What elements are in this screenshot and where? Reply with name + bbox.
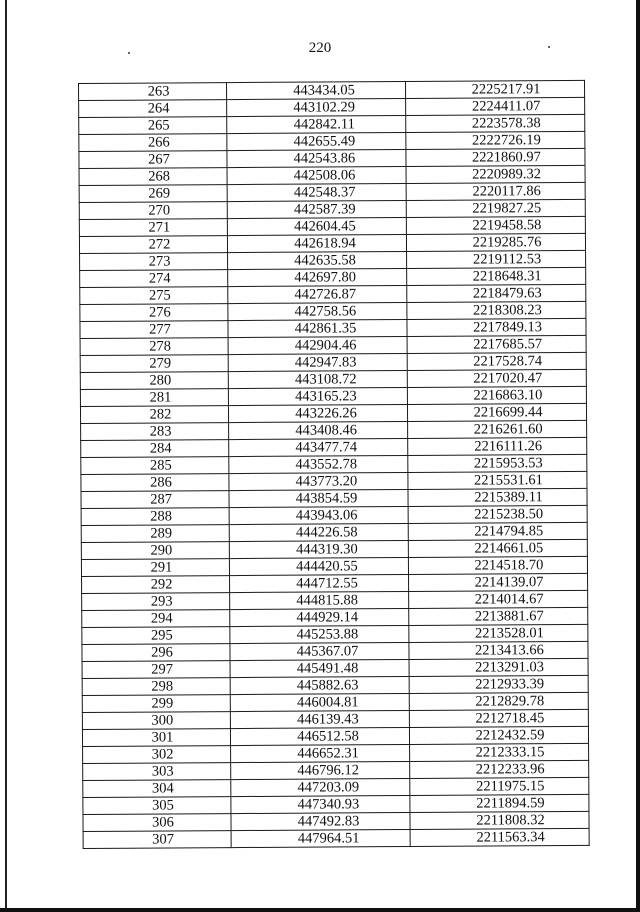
point-number-cell: 267 bbox=[79, 151, 227, 169]
x-coordinate-cell: 442587.39 bbox=[227, 200, 406, 218]
point-number-cell: 288 bbox=[81, 508, 229, 526]
point-number-cell: 271 bbox=[79, 219, 227, 237]
x-coordinate-cell: 443226.26 bbox=[228, 404, 407, 422]
point-number-cell: 264 bbox=[79, 100, 227, 118]
x-coordinate-cell: 446139.43 bbox=[230, 710, 409, 728]
x-coordinate-cell: 447964.51 bbox=[231, 829, 410, 847]
point-number-cell: 282 bbox=[80, 406, 228, 424]
x-coordinate-cell: 443102.29 bbox=[227, 98, 406, 116]
y-coordinate-cell: 2215238.50 bbox=[408, 505, 587, 523]
x-coordinate-cell: 442947.83 bbox=[228, 353, 407, 371]
y-coordinate-cell: 2212432.59 bbox=[409, 726, 588, 744]
point-number-cell: 287 bbox=[81, 491, 229, 509]
y-coordinate-cell: 2218479.63 bbox=[407, 284, 586, 302]
point-number-cell: 296 bbox=[82, 644, 230, 662]
y-coordinate-cell: 2217685.57 bbox=[407, 335, 586, 353]
point-number-cell: 301 bbox=[82, 729, 230, 747]
y-coordinate-cell: 2221860.97 bbox=[406, 148, 585, 166]
x-coordinate-cell: 445367.07 bbox=[230, 642, 409, 660]
y-coordinate-cell: 2212829.78 bbox=[409, 692, 588, 710]
x-coordinate-cell: 445882.63 bbox=[230, 676, 409, 694]
point-number-cell: 305 bbox=[83, 797, 231, 815]
x-coordinate-cell: 445491.48 bbox=[230, 659, 409, 677]
x-coordinate-cell: 444226.58 bbox=[229, 523, 408, 541]
point-number-cell: 279 bbox=[80, 355, 228, 373]
point-number-cell: 276 bbox=[80, 304, 228, 322]
x-coordinate-cell: 444815.88 bbox=[230, 591, 409, 609]
y-coordinate-cell: 2218308.23 bbox=[407, 301, 586, 319]
y-coordinate-cell: 2217528.74 bbox=[407, 352, 586, 370]
point-number-cell: 291 bbox=[81, 559, 229, 577]
y-coordinate-cell: 2214139.07 bbox=[409, 573, 588, 591]
y-coordinate-cell: 2212233.96 bbox=[410, 760, 589, 778]
point-number-cell: 293 bbox=[82, 593, 230, 611]
x-coordinate-cell: 447340.93 bbox=[231, 795, 410, 813]
x-coordinate-cell: 446512.58 bbox=[230, 727, 409, 745]
x-coordinate-cell: 442904.46 bbox=[228, 336, 407, 354]
point-number-cell: 292 bbox=[82, 576, 230, 594]
y-coordinate-cell: 2217849.13 bbox=[407, 318, 586, 336]
y-coordinate-cell: 2215953.53 bbox=[408, 454, 587, 472]
x-coordinate-cell: 442655.49 bbox=[227, 132, 406, 150]
y-coordinate-cell: 2216261.60 bbox=[408, 420, 587, 438]
point-number-cell: 286 bbox=[81, 474, 229, 492]
coordinate-table-body bbox=[79, 80, 590, 848]
y-coordinate-cell: 2224411.07 bbox=[406, 97, 585, 115]
point-number-cell: 280 bbox=[80, 372, 228, 390]
point-number-cell: 285 bbox=[81, 457, 229, 475]
point-number-cell: 269 bbox=[79, 185, 227, 203]
y-coordinate-cell: 2214014.67 bbox=[409, 590, 588, 608]
point-number-cell: 295 bbox=[82, 627, 230, 645]
y-coordinate-cell: 2211563.34 bbox=[410, 828, 589, 846]
x-coordinate-cell: 445253.88 bbox=[230, 625, 409, 643]
y-coordinate-cell: 2220117.86 bbox=[406, 182, 585, 200]
y-coordinate-cell: 2212718.45 bbox=[409, 709, 588, 727]
point-number-cell: 274 bbox=[80, 270, 228, 288]
x-coordinate-cell: 442604.45 bbox=[227, 217, 406, 235]
x-coordinate-cell: 446004.81 bbox=[230, 693, 409, 711]
scan-edge-right bbox=[636, 0, 640, 912]
point-number-cell: 290 bbox=[81, 542, 229, 560]
point-number-cell: 297 bbox=[82, 661, 230, 679]
point-number-cell: 284 bbox=[81, 440, 229, 458]
x-coordinate-cell: 442861.35 bbox=[228, 319, 407, 337]
point-number-cell: 307 bbox=[83, 831, 231, 849]
x-coordinate-cell: 444929.14 bbox=[230, 608, 409, 626]
point-number-cell: 298 bbox=[82, 678, 230, 696]
scan-edge-bottom bbox=[0, 908, 640, 912]
y-coordinate-cell: 2212933.39 bbox=[409, 675, 588, 693]
y-coordinate-cell: 2225217.91 bbox=[405, 80, 584, 98]
y-coordinate-cell: 2215531.61 bbox=[408, 471, 587, 489]
point-number-cell: 300 bbox=[82, 712, 230, 730]
y-coordinate-cell: 2211894.59 bbox=[410, 794, 589, 812]
y-coordinate-cell: 2217020.47 bbox=[407, 369, 586, 387]
point-number-cell: 304 bbox=[83, 780, 231, 798]
y-coordinate-cell: 2212333.15 bbox=[410, 743, 589, 761]
y-coordinate-cell: 2219285.76 bbox=[406, 233, 585, 251]
y-coordinate-cell: 2211808.32 bbox=[410, 811, 589, 829]
point-number-cell: 278 bbox=[80, 338, 228, 356]
x-coordinate-cell: 444319.30 bbox=[229, 540, 408, 558]
coordinate-table bbox=[78, 80, 590, 849]
y-coordinate-cell: 2213528.01 bbox=[409, 624, 588, 642]
scan-edge-left bbox=[5, 0, 7, 912]
y-coordinate-cell: 2216699.44 bbox=[407, 403, 586, 421]
y-coordinate-cell: 2222726.19 bbox=[406, 131, 585, 149]
x-coordinate-cell: 443434.05 bbox=[227, 81, 406, 99]
point-number-cell: 289 bbox=[81, 525, 229, 543]
point-number-cell: 263 bbox=[79, 83, 227, 101]
y-coordinate-cell: 2213881.67 bbox=[409, 607, 588, 625]
point-number-cell: 277 bbox=[80, 321, 228, 339]
x-coordinate-cell: 442635.58 bbox=[228, 251, 407, 269]
x-coordinate-cell: 442726.87 bbox=[228, 285, 407, 303]
x-coordinate-cell: 446796.12 bbox=[231, 761, 410, 779]
x-coordinate-cell: 443165.23 bbox=[228, 387, 407, 405]
page-number: 220 bbox=[308, 40, 332, 56]
y-coordinate-cell: 2223578.38 bbox=[406, 114, 585, 132]
point-number-cell: 302 bbox=[83, 746, 231, 764]
point-number-cell: 265 bbox=[79, 117, 227, 135]
x-coordinate-cell: 442548.37 bbox=[227, 183, 406, 201]
x-coordinate-cell: 442697.80 bbox=[228, 268, 407, 286]
point-number-cell: 294 bbox=[82, 610, 230, 628]
y-coordinate-cell: 2220989.32 bbox=[406, 165, 585, 183]
y-coordinate-cell: 2213291.03 bbox=[409, 658, 588, 676]
x-coordinate-cell: 443773.20 bbox=[229, 472, 408, 490]
y-coordinate-cell: 2219458.58 bbox=[406, 216, 585, 234]
point-number-cell: 270 bbox=[79, 202, 227, 220]
point-number-cell: 266 bbox=[79, 134, 227, 152]
y-coordinate-cell: 2216111.26 bbox=[408, 437, 587, 455]
y-coordinate-cell: 2211975.15 bbox=[410, 777, 589, 795]
x-coordinate-cell: 443108.72 bbox=[228, 370, 407, 388]
x-coordinate-cell: 442508.06 bbox=[227, 166, 406, 184]
y-coordinate-cell: 2219827.25 bbox=[406, 199, 585, 217]
y-coordinate-cell: 2214794.85 bbox=[408, 522, 587, 540]
point-number-cell: 273 bbox=[80, 253, 228, 271]
x-coordinate-cell: 442618.94 bbox=[227, 234, 406, 252]
y-coordinate-cell: 2219112.53 bbox=[407, 250, 586, 268]
x-coordinate-cell: 447492.83 bbox=[231, 812, 410, 830]
point-number-cell: 283 bbox=[81, 423, 229, 441]
x-coordinate-cell: 444712.55 bbox=[230, 574, 409, 592]
table-row bbox=[83, 828, 589, 848]
x-coordinate-cell: 442543.86 bbox=[227, 149, 406, 167]
y-coordinate-cell: 2218648.31 bbox=[407, 267, 586, 285]
x-coordinate-cell: 446652.31 bbox=[231, 744, 410, 762]
y-coordinate-cell: 2215389.11 bbox=[408, 488, 587, 506]
x-coordinate-cell: 444420.55 bbox=[229, 557, 408, 575]
x-coordinate-cell: 443854.59 bbox=[229, 489, 408, 507]
point-number-cell: 281 bbox=[80, 389, 228, 407]
x-coordinate-cell: 447203.09 bbox=[231, 778, 410, 796]
x-coordinate-cell: 442758.56 bbox=[228, 302, 407, 320]
y-coordinate-cell: 2214661.05 bbox=[408, 539, 587, 557]
point-number-cell: 275 bbox=[80, 287, 228, 305]
x-coordinate-cell: 443477.74 bbox=[229, 438, 408, 456]
point-number-cell: 268 bbox=[79, 168, 227, 186]
x-coordinate-cell: 443408.46 bbox=[229, 421, 408, 439]
point-number-cell: 303 bbox=[83, 763, 231, 781]
x-coordinate-cell: 443943.06 bbox=[229, 506, 408, 524]
y-coordinate-cell: 2213413.66 bbox=[409, 641, 588, 659]
point-number-cell: 272 bbox=[79, 236, 227, 254]
y-coordinate-cell: 2214518.70 bbox=[408, 556, 587, 574]
x-coordinate-cell: 443552.78 bbox=[229, 455, 408, 473]
y-coordinate-cell: 2216863.10 bbox=[407, 386, 586, 404]
point-number-cell: 306 bbox=[83, 814, 231, 832]
point-number-cell: 299 bbox=[82, 695, 230, 713]
x-coordinate-cell: 442842.11 bbox=[227, 115, 406, 133]
